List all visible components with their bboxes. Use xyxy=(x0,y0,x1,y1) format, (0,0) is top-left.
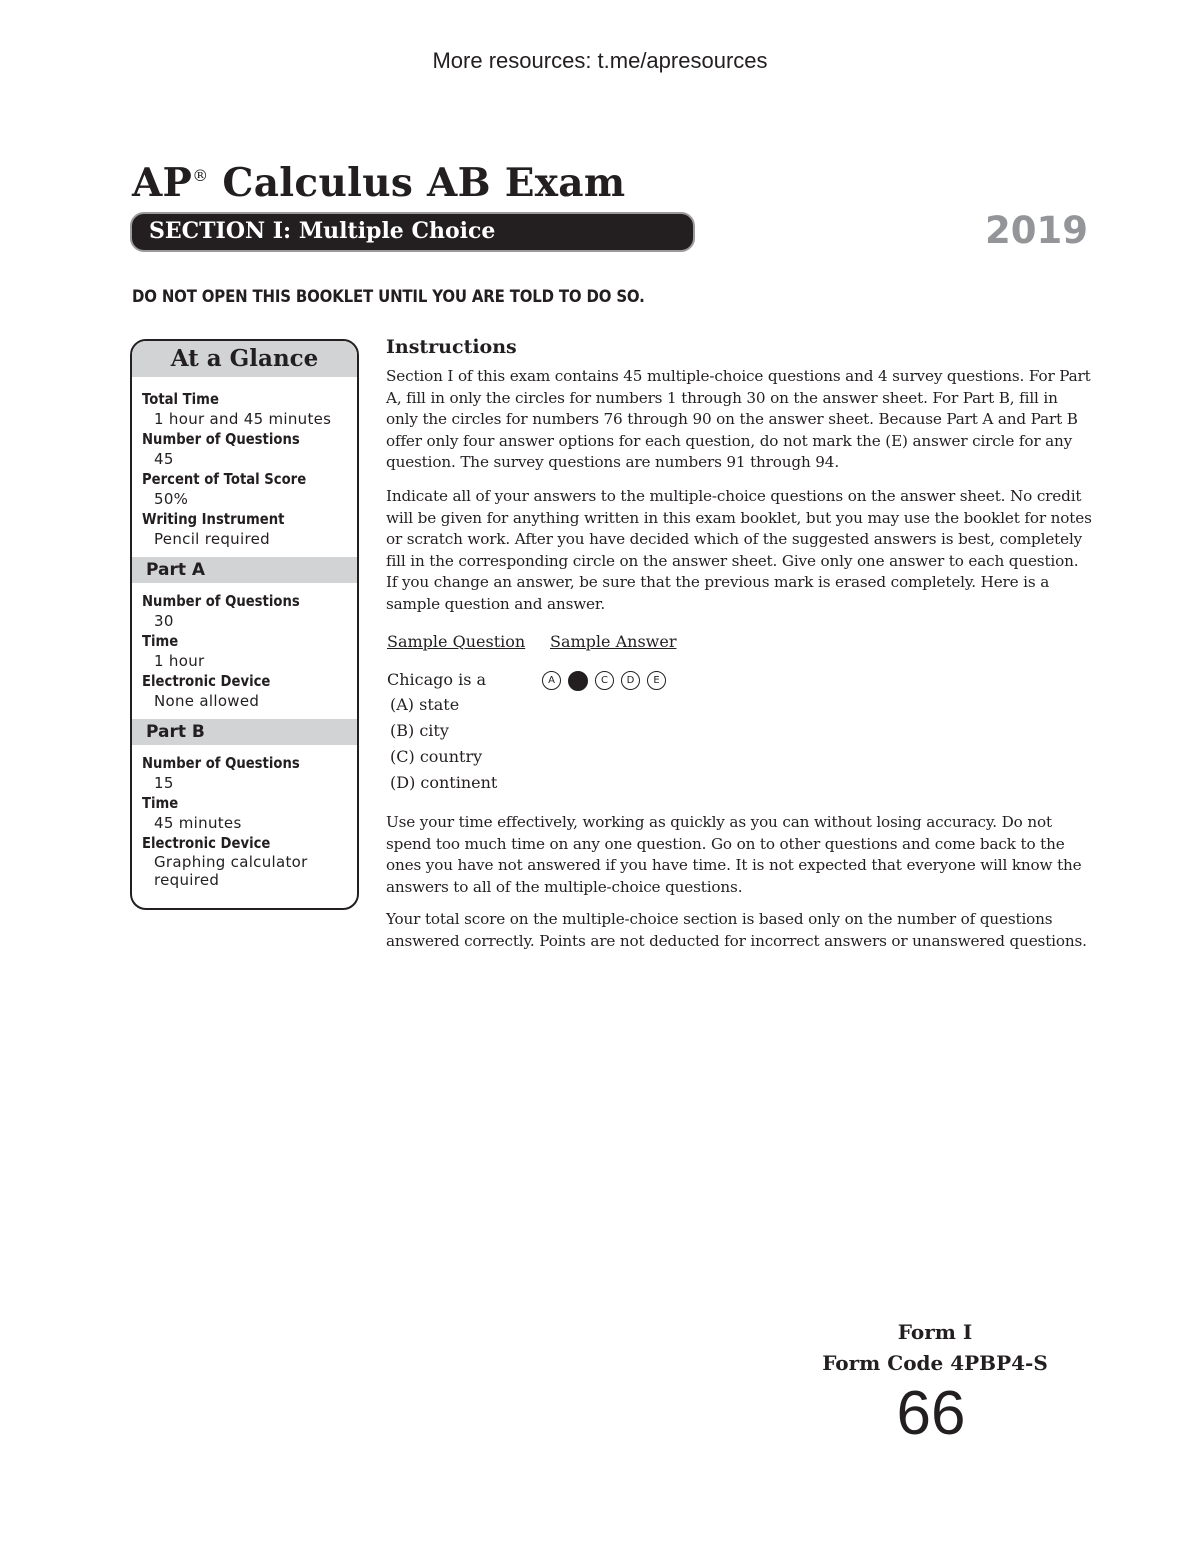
part-b-device-label: Electronic Device xyxy=(142,834,271,852)
form-code: Form Code 4PBP4-S xyxy=(822,1351,1048,1375)
registered-mark: ® xyxy=(192,166,209,185)
section-label: SECTION I: Multiple Choice xyxy=(149,218,496,244)
total-time-value: 1 hour and 45 minutes xyxy=(154,410,332,428)
bubble-c: C xyxy=(595,671,614,690)
part-b-time-label: Time xyxy=(142,794,179,812)
part-a-questions-value: 30 xyxy=(154,612,174,630)
booklet-warning: DO NOT OPEN THIS BOOKLET UNTIL YOU ARE TOLD TO DO SO. xyxy=(132,287,645,307)
sample-question-stem: Chicago is a xyxy=(387,670,487,689)
score-percent-value: 50% xyxy=(154,490,189,508)
part-a-heading: Part A xyxy=(132,557,357,583)
part-a-device-label: Electronic Device xyxy=(142,672,271,690)
part-a-questions-label: Number of Questions xyxy=(142,592,300,610)
instructions-heading: Instructions xyxy=(386,336,517,358)
at-a-glance-box xyxy=(130,339,359,910)
writing-instrument-label: Writing Instrument xyxy=(142,510,285,528)
page-number: 66 xyxy=(896,1379,966,1448)
exam-title-ap: AP xyxy=(132,160,193,206)
instructions-paragraph-3: Use your time effectively, working as quickly as you can without losing accuracy. Do not spend too much time on any one question. Go on to other questions and come back to the ones you have not answered if you have time. It is not expected that everyone will know the answers to all of the multiple-choice questions. xyxy=(386,813,1082,896)
part-b-device-value: Graphing calculator required xyxy=(154,853,308,889)
part-b-questions-value: 15 xyxy=(154,774,174,792)
exam-title xyxy=(132,160,625,206)
bubble-e: E xyxy=(647,671,666,690)
question-count-label: Number of Questions xyxy=(142,430,300,448)
score-percent-label: Percent of Total Score xyxy=(142,470,307,488)
part-b-heading: Part B xyxy=(132,719,357,745)
instructions-paragraph-2: Indicate all of your answers to the multiple-choice questions on the answer sheet. No credit will be given for anything written in this exam booklet, but you may use the booklet for notes or scratch work. After you have decided which of the suggested answers is best, completely fill in the corresponding circle on the answer sheet. Give only one answer to each question. If you change an answer, be sure that the previous mark is erased completely. Here is a sample question and answer. xyxy=(386,487,1092,613)
question-count-value: 45 xyxy=(154,450,174,468)
sample-option-b: (B) city xyxy=(390,721,449,740)
sample-answer-bubbles xyxy=(542,671,666,691)
writing-instrument-value: Pencil required xyxy=(154,530,270,548)
form-label: Form I xyxy=(897,1320,973,1344)
resources-link[interactable]: More resources: t.me/apresources xyxy=(432,48,768,73)
sample-option-a: (A) state xyxy=(390,695,460,714)
bubble-b-filled xyxy=(568,671,588,691)
sample-option-d: (D) continent xyxy=(390,773,498,792)
part-b-questions-label: Number of Questions xyxy=(142,754,300,772)
bubble-d: D xyxy=(621,671,640,690)
sample-option-c: (C) country xyxy=(390,747,483,766)
total-time-label: Total Time xyxy=(142,390,219,408)
instructions-paragraph-1: Section I of this exam contains 45 multiple-choice questions and 4 survey questions. For Part A, fill in only the circles for numbers 1 through 30 on the answer sheet. For Part B, fill in only the circles for numbers 76 through 90 on the answer sheet. Because Part A and Part B offer only four answer options for each question, do not mark the (E) answer circle for any question. The survey questions are numbers 91 through 94. xyxy=(386,367,1091,471)
part-a-device-value: None allowed xyxy=(154,692,260,710)
at-a-glance-heading: At a Glance xyxy=(132,341,357,379)
part-b-time-value: 45 minutes xyxy=(154,814,242,832)
exam-title-rest: Calculus AB Exam xyxy=(208,160,626,206)
instructions-paragraph-4: Your total score on the multiple-choice section is based only on the number of questions answered correctly. Points are not deducted for incorrect answers or unanswered questions. xyxy=(386,910,1087,950)
glance-overview xyxy=(132,379,357,889)
sample-question-heading: Sample Question xyxy=(387,632,526,651)
exam-year: 2019 xyxy=(985,209,1088,252)
part-a-time-value: 1 hour xyxy=(154,652,205,670)
part-a-time-label: Time xyxy=(142,632,179,650)
bubble-a: A xyxy=(542,671,561,690)
section-banner xyxy=(130,212,695,252)
sample-answer-heading: Sample Answer xyxy=(550,632,677,651)
